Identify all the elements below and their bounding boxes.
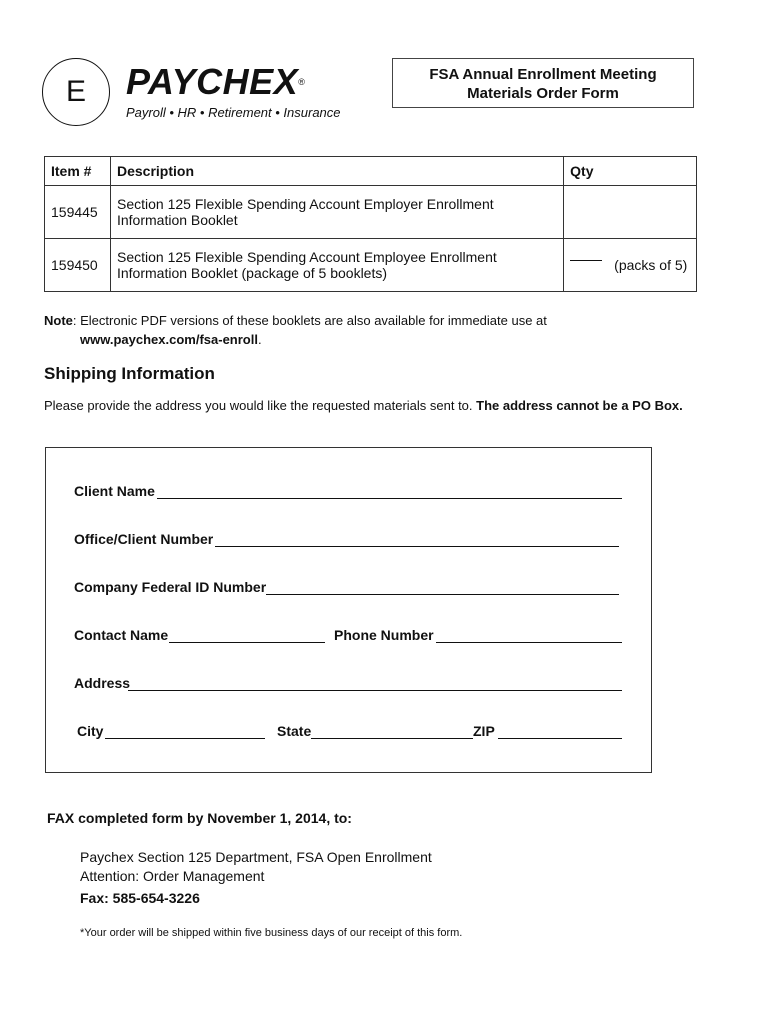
office-client-number-label: Office/Client Number	[74, 531, 214, 547]
header-item: Item #	[45, 157, 111, 186]
note-label: Note	[44, 313, 73, 328]
item-description	[110, 239, 563, 292]
contact-name-label: Contact Name	[74, 627, 169, 643]
description-line2: Information Booklet (package of 5 booklets)	[116, 265, 388, 281]
client-name-field[interactable]	[157, 498, 622, 499]
description-line1: Section 125 Flexible Spending Account Employer Enrollment	[116, 196, 494, 212]
qty-input-cell[interactable]	[564, 186, 697, 239]
tagline: Payroll • HR • Retirement • Insurance	[126, 105, 341, 120]
paychex-logo	[126, 62, 305, 102]
header-qty: Qty	[564, 157, 697, 186]
header-description: Description	[110, 157, 563, 186]
section-letter: E	[65, 75, 86, 108]
fax-line2: Attention: Order Management	[80, 868, 265, 884]
shipping-heading: Shipping Information	[44, 364, 215, 383]
form-title-line2: Materials Order Form	[467, 85, 619, 102]
zip-field[interactable]	[498, 738, 622, 739]
note	[44, 311, 547, 349]
company-federal-id-field[interactable]	[266, 594, 619, 595]
form-title-box	[392, 58, 694, 108]
state-label: State	[277, 723, 312, 739]
office-client-number-field[interactable]	[215, 546, 619, 547]
table-row	[45, 239, 697, 292]
form-title-line1: FSA Annual Enrollment Meeting	[429, 66, 657, 83]
logo-text: PAYCHEX	[126, 61, 299, 102]
qty-blank-line[interactable]	[570, 260, 602, 261]
shipping-instruction	[44, 398, 683, 413]
registered-mark: ®	[298, 77, 306, 87]
fax-number: Fax: 585-654-3226	[80, 890, 200, 906]
qty-unit-note: (packs of 5)	[614, 257, 688, 273]
fax-address-block	[80, 848, 432, 886]
note-url[interactable]: www.paychex.com/fsa-enroll	[80, 332, 258, 347]
client-name-label: Client Name	[74, 483, 155, 499]
fax-heading: FAX completed form by November 1, 2014, to:	[47, 810, 352, 826]
fax-line1: Paychex Section 125 Department, FSA Open Enrollment	[80, 849, 432, 865]
phone-number-label: Phone Number	[334, 627, 434, 643]
note-url-suffix: .	[257, 332, 262, 347]
shipping-footnote: *Your order will be shipped within five business days of our receipt of this form.	[80, 927, 463, 939]
address-field[interactable]	[128, 690, 622, 691]
table-row	[45, 186, 697, 239]
section-letter-badge	[42, 58, 110, 126]
items-table	[44, 156, 697, 292]
state-field[interactable]	[311, 738, 473, 739]
city-label: City	[77, 723, 104, 739]
item-description	[110, 186, 563, 239]
note-url-line	[44, 330, 547, 349]
contact-name-field[interactable]	[169, 642, 325, 643]
address-label: Address	[74, 675, 131, 691]
item-number: 159445	[45, 186, 111, 239]
table-header-row	[45, 157, 697, 186]
city-field[interactable]	[105, 738, 265, 739]
qty-input-cell[interactable]	[564, 239, 697, 292]
description-line1: Section 125 Flexible Spending Account Employee Enrollment	[116, 249, 497, 265]
item-number: 159450	[45, 239, 111, 292]
shipping-instruction-text: Please provide the address you would like the requested materials sent to.	[44, 398, 477, 413]
description-line2: Information Booklet	[116, 212, 238, 228]
shipping-instruction-bold: The address cannot be a PO Box.	[476, 398, 683, 413]
note-text: : Electronic PDF versions of these booklets are also available for immediate use at	[72, 313, 547, 328]
phone-number-field[interactable]	[436, 642, 622, 643]
company-federal-id-label: Company Federal ID Number	[74, 579, 267, 595]
zip-label: ZIP	[473, 723, 495, 739]
